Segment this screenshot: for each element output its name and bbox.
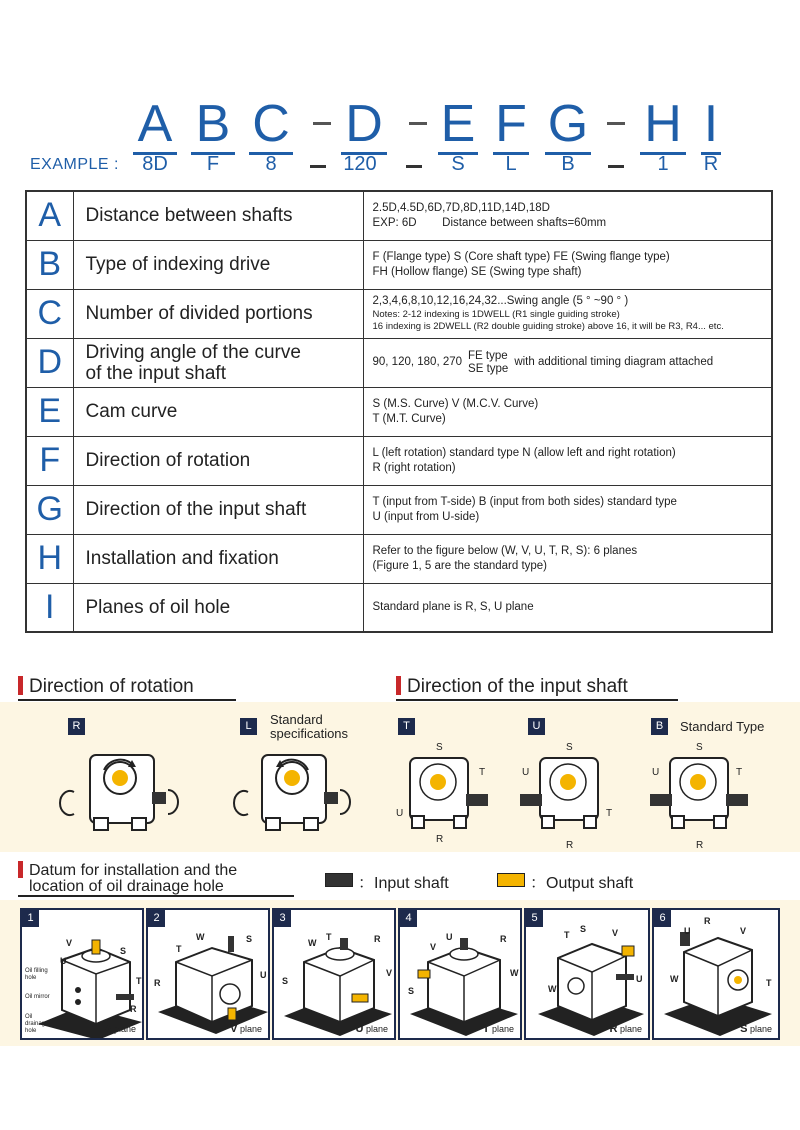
input-t-tag: T [398, 718, 415, 735]
code-letter-i: I [701, 96, 721, 155]
table-row [26, 289, 772, 338]
side-label: R [436, 834, 444, 845]
output-shaft-swatch [497, 873, 525, 887]
side-label: S [696, 742, 703, 753]
row-desc: S (M.S. Curve) V (M.C.V. Curve) T (M.T. Curve) [363, 387, 772, 436]
plane-caption: T plane [482, 1023, 514, 1035]
code-letter-c: C [249, 96, 293, 155]
code-letter-f: F [493, 96, 529, 155]
example-label: EXAMPLE : [30, 156, 119, 173]
legend-output: ：Output shaft [530, 875, 634, 892]
gearbox-icon [148, 910, 270, 1040]
table-row [26, 583, 772, 632]
section-heading-input-shaft: Direction of the input shaft [396, 676, 628, 698]
gearbox-icon [400, 910, 522, 1040]
rotation-r-diagram [60, 755, 178, 830]
row-letter: E [26, 387, 73, 436]
table-row [26, 387, 772, 436]
code-format [133, 96, 743, 156]
row-letter: B [26, 240, 73, 289]
rotation-l-diagram [234, 755, 350, 830]
panel-number: 4 [400, 910, 417, 927]
heading-underline [18, 895, 294, 897]
row-desc: Standard plane is R, S, U plane [363, 583, 772, 632]
row-letter: I [26, 583, 73, 632]
plane-caption: U plane [355, 1023, 388, 1035]
example-dash [310, 165, 326, 168]
heading-underline [396, 699, 678, 701]
row-name: Cam curve [73, 387, 363, 436]
example-value: 8 [265, 153, 277, 175]
side-label: S [436, 742, 443, 753]
example-value: 8D [142, 153, 168, 175]
rotation-r-tag: R [68, 718, 85, 735]
panel-number: 5 [526, 910, 543, 927]
example-value: S [451, 153, 465, 175]
input-t-diagram [410, 758, 488, 828]
row-name: Planes of oil hole [73, 583, 363, 632]
input-shaft-swatch [325, 873, 353, 887]
side-label: U [522, 767, 530, 778]
example-value: L [505, 153, 517, 175]
standard-type-note: Standard Type [680, 719, 765, 734]
red-bar-icon [18, 861, 23, 878]
side-label: T [606, 808, 613, 819]
panel-number: 6 [654, 910, 671, 927]
row-letter: C [26, 289, 73, 338]
input-u-diagram [520, 758, 598, 828]
input-b-diagram [650, 758, 748, 828]
rotation-l-tag: L [240, 718, 257, 735]
row-name: Direction of rotation [73, 436, 363, 485]
example-value: R [703, 153, 719, 175]
plane-panel-6: 6 R V U W T S plane [652, 908, 780, 1040]
side-label: U [396, 808, 404, 819]
code-letter-a: A [133, 96, 177, 155]
row-letter: D [26, 338, 73, 387]
red-bar-icon [396, 676, 401, 695]
table-row [26, 534, 772, 583]
input-u-tag: U [528, 718, 545, 735]
plane-panel-3: 3 W T R S V U plane [272, 908, 396, 1040]
plane-caption: V plane [230, 1023, 262, 1035]
row-name: Direction of the input shaft [73, 485, 363, 534]
row-desc: 90, 120, 180, 270 FE type SE type with additional timing diagram attached [363, 338, 772, 387]
section-heading-datum: Datum for installation and the location of oil drainage hole [18, 861, 237, 895]
heading-underline [18, 699, 236, 701]
example-dash [608, 165, 624, 168]
row-letter: F [26, 436, 73, 485]
code-dash [313, 122, 331, 125]
example-value: B [561, 153, 575, 175]
code-dash [409, 122, 427, 125]
legend-input: ：Input shaft [358, 875, 449, 892]
table-row [26, 240, 772, 289]
example-value: 1 [657, 153, 669, 175]
gearbox-icon [274, 910, 396, 1040]
code-letter-g: G [545, 96, 591, 155]
spec-table [25, 190, 773, 633]
plane-panel-5: 5 T S V W U R plane [524, 908, 650, 1040]
table-row [26, 436, 772, 485]
row-desc: L (left rotation) standard type N (allow left and right rotation) R (right rotation) [363, 436, 772, 485]
red-bar-icon [18, 676, 23, 695]
row-name: Type of indexing drive [73, 240, 363, 289]
plane-panel-4: 4 V U R S W T plane [398, 908, 522, 1040]
side-label: R [696, 840, 704, 851]
table-row [26, 191, 772, 240]
row-desc: 2,3,4,6,8,10,12,16,24,32...Swing angle (5 ° ~90 ° ) Notes: 2-12 indexing is 1DWELL (R1 single guiding stroke) 16 indexing is 2DWELL (R2 double guiding stroke) above 16, it will be R3, R4... etc. [363, 289, 772, 338]
panel-number: 2 [148, 910, 165, 927]
panel-number: 1 [22, 910, 39, 927]
example-row [30, 153, 770, 179]
row-desc: F (Flange type) S (Core shaft type) FE (Swing flange type) FH (Hollow flange) SE (Swing type shaft) [363, 240, 772, 289]
row-letter: H [26, 534, 73, 583]
row-desc: Refer to the figure below (W, V, U, T, R, S): 6 planes (Figure 1, 5 are the standard type) [363, 534, 772, 583]
code-letter-b: B [191, 96, 235, 155]
side-label: T [736, 767, 743, 778]
panel-number: 3 [274, 910, 291, 927]
row-letter: A [26, 191, 73, 240]
gearbox-icon [526, 910, 650, 1040]
side-label: R [566, 840, 574, 851]
example-dash [406, 165, 422, 168]
row-letter: G [26, 485, 73, 534]
row-name: Distance between shafts [73, 191, 363, 240]
row-name: Installation and fixation [73, 534, 363, 583]
input-b-tag: B [651, 718, 668, 735]
row-name: Driving angle of the curve of the input shaft [73, 338, 363, 387]
plane-panel-1: 1 V S U T R Oil filling hole Oil mirror Oil drainage hole W plane [20, 908, 144, 1040]
code-letter-e: E [438, 96, 478, 155]
standard-note: Standard specifications [270, 712, 349, 741]
section-heading-rotation: Direction of rotation [18, 676, 194, 698]
plane-caption: S plane [740, 1023, 772, 1035]
example-value: 120 [343, 153, 377, 175]
plane-caption: R plane [609, 1023, 642, 1035]
row-desc: T (input from T-side) B (input from both sides) standard type U (input from U-side) [363, 485, 772, 534]
code-dash [607, 122, 625, 125]
plane-caption: W plane [101, 1023, 136, 1035]
shaft-diagrams [0, 740, 800, 855]
example-value: F [206, 153, 220, 175]
side-label: S [566, 742, 573, 753]
plane-panel-2: 2 T W S R U V plane [146, 908, 270, 1040]
table-row [26, 485, 772, 534]
side-label: T [479, 767, 486, 778]
code-letter-d: D [341, 96, 387, 155]
code-letter-h: H [640, 96, 686, 155]
row-desc: 2.5D,4.5D,6D,7D,8D,11D,14D,18D EXP: 6D Distance between shafts=60mm [363, 191, 772, 240]
table-row [26, 338, 772, 387]
side-label: U [652, 767, 660, 778]
row-name: Number of divided portions [73, 289, 363, 338]
